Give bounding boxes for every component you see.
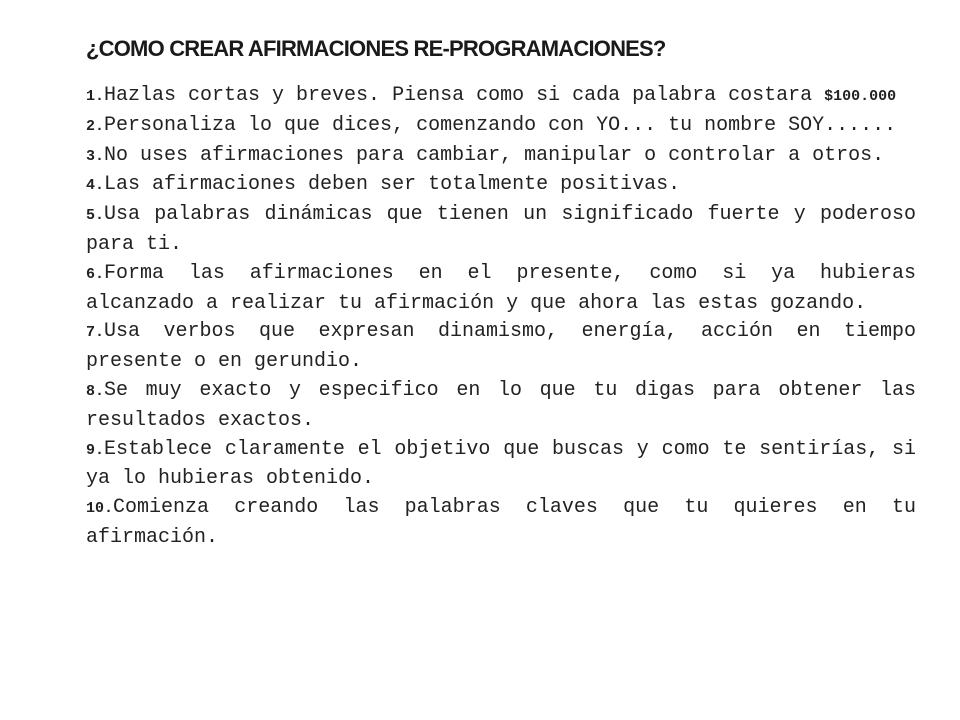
item-text: Establece claramente el objetivo que buscas y como te sentirías, si ya lo hubieras obtenido. bbox=[86, 437, 916, 491]
item-text: Usa verbos que expresan dinamismo, energía, acción en tiempo presente o en gerundio. bbox=[86, 320, 916, 374]
item-number: 6. bbox=[86, 265, 105, 283]
item-text: No uses afirmaciones para cambiar, manipular o controlar a otros. bbox=[104, 143, 885, 167]
item-number: 10. bbox=[86, 500, 114, 518]
list-item bbox=[86, 112, 916, 142]
item-emphasis: $100.000 bbox=[824, 88, 897, 105]
item-number: 4. bbox=[86, 177, 105, 195]
list-item bbox=[86, 82, 916, 112]
list-item bbox=[86, 494, 916, 553]
item-number: 3. bbox=[86, 147, 105, 165]
list-item bbox=[86, 142, 916, 172]
item-text: Las afirmaciones deben ser totalmente positivas. bbox=[104, 173, 681, 197]
item-text: Se muy exacto y especifico en lo que tu digas para obtener las resultados exactos. bbox=[86, 378, 916, 432]
page-title: ¿COMO CREAR AFIRMACIONES RE-PROGRAMACIONES? bbox=[86, 36, 666, 61]
item-text: Comienza creando las palabras claves que tu quieres en tu afirmación. bbox=[86, 496, 916, 549]
item-text: Personaliza lo que dices, comenzando con YO... tu nombre SOY...... bbox=[104, 113, 897, 137]
list-item bbox=[86, 318, 916, 377]
item-number: 2. bbox=[86, 117, 105, 135]
list-item bbox=[86, 171, 916, 201]
item-number: 5. bbox=[86, 207, 105, 225]
list-item bbox=[86, 436, 916, 495]
item-number: 8. bbox=[86, 382, 105, 400]
item-number: 1. bbox=[86, 88, 105, 105]
item-text: Forma las afirmaciones en el presente, como si ya hubieras alcanzado a realizar tu afirmación y que ahora las estas gozando. bbox=[86, 261, 916, 315]
item-text: Usa palabras dinámicas que tienen un significado fuerte y poderoso para ti. bbox=[86, 203, 916, 256]
list-item bbox=[86, 260, 916, 319]
list-item bbox=[86, 377, 916, 436]
item-number: 9. bbox=[86, 441, 105, 459]
item-text: Hazlas cortas y breves. Piensa como si cada palabra costara bbox=[104, 84, 825, 107]
tips-list bbox=[86, 82, 916, 553]
item-number: 7. bbox=[86, 324, 105, 342]
list-item bbox=[86, 201, 916, 260]
